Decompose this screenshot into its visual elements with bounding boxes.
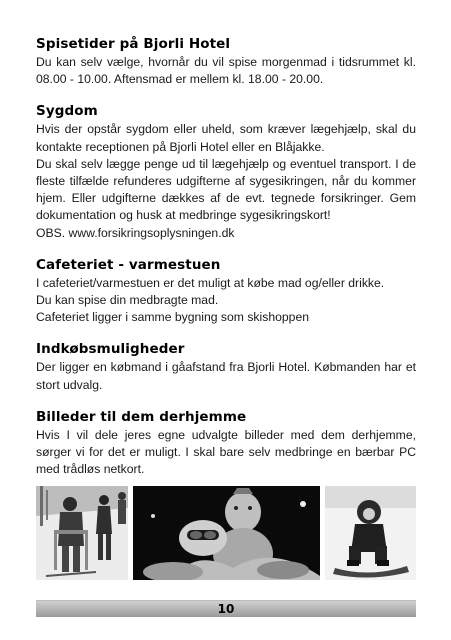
section-heading: Cafeteriet - varmestuen [36, 256, 221, 273]
paragraph: Hvis der opstår sygdom eller uheld, som kræver lægehjælp, skal du kontakte receptionen på Bjorli Hotel eller en Blåjakke. [36, 122, 416, 154]
section-indkob [36, 341, 416, 393]
photo-snowmen [133, 486, 320, 580]
section-heading: Spisetider på Bjorli Hotel [36, 36, 231, 52]
photo-strip [36, 486, 416, 580]
section-cafeteriet [36, 257, 416, 327]
page-content [36, 36, 416, 493]
page-number: 10 [217, 602, 235, 616]
section-heading: Billeder til dem derhjemme [36, 408, 247, 425]
page-footer [36, 600, 416, 617]
paragraph: Cafeteriet ligger i samme bygning som skishoppen [36, 310, 309, 325]
paragraph: Du skal selv lægge penge ud til lægehjælp og eventuel transport. I de fleste tilfælde refunderes udgifterne af sygesikringen, når du kommer hjem. Eller udgifterne dækkes af de evt. tegnede forsikringer. Gem dokumentation og husk at medbringe sygesikringskort! [36, 156, 416, 223]
photo-child-sled [325, 486, 416, 580]
paragraph: Hvis I vil dele jeres egne udvalgte billeder med dem derhjemme, sørger vi for det er muligt. I skal bare selv medbringe en bærbar PC med trådløs netkort. [36, 427, 416, 477]
section-heading: Sygdom [36, 103, 98, 120]
paragraph-link: OBS. www.forsikringsoplysningen.dk [36, 225, 235, 240]
section-billeder [36, 409, 416, 479]
section-heading: Indkøbsmuligheder [36, 341, 185, 358]
paragraph: Du kan spise din medbragte mad. [36, 293, 219, 308]
section-sygdom [36, 103, 416, 241]
paragraph: I cafeteriet/varmestuen er det muligt at købe mad og/eller drikke. [36, 275, 385, 290]
section-spisetider [36, 36, 416, 88]
photo-skiers [36, 486, 128, 580]
paragraph: Der ligger en købmand i gåafstand fra Bjorli Hotel. Købmanden har et stort udvalg. [36, 360, 416, 392]
paragraph: Du kan selv vælge, hvornår du vil spise morgenmad i tidsrummet kl. 08.00 - 10.00. Aftensmad er mellem kl. 18.00 - 20.00. [36, 55, 416, 87]
